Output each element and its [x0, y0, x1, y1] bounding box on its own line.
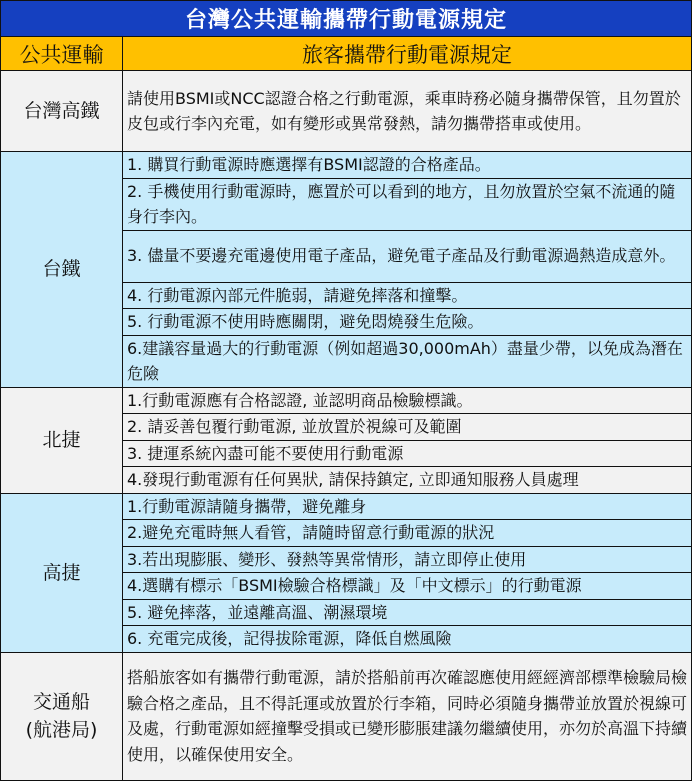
- rule-item: 1.行動電源應有合格認證, 並認明商品檢驗標識。: [123, 387, 692, 414]
- transport-name: 台灣高鐵: [1, 71, 123, 152]
- rule-text: 請使用BSMI或NCC認證合格之行動電源，乘車時務必隨身攜帶保管，且勿置於皮包或行李內充電，如有變形或異常發熱，請勿攜帶搭車或使用。: [123, 71, 692, 152]
- rule-item: 4. 行動電源內部元件脆弱，請避免摔落和撞擊。: [123, 282, 692, 309]
- table-row-ferry: [1, 652, 692, 780]
- transport-name: 北捷: [1, 387, 123, 493]
- transport-name: [1, 652, 123, 780]
- rule-item: 2.避免充電時無人看管，請隨時留意行動電源的狀況: [123, 520, 692, 547]
- column-header-rules: 旅客攜帶行動電源規定: [123, 37, 692, 71]
- rule-item: 3.若出現膨脹、變形、發熱等異常情形，請立即停止使用: [123, 546, 692, 573]
- transport-name: 台鐵: [1, 152, 123, 388]
- rule-item: 2. 請妥善包覆行動電源, 並放置於視線可及範圍: [123, 414, 692, 441]
- table-row-tra-1: [1, 152, 692, 179]
- rule-item: 3. 儘量不要邊充電邊使用電子產品，避免電子產品及行動電源過熱造成意外。: [123, 230, 692, 282]
- transport-name-line1: 交通船: [32, 691, 90, 713]
- header-row: [1, 37, 692, 71]
- rule-item: 5. 行動電源不使用時應關閉，避免悶燒發生危險。: [123, 309, 692, 336]
- table-row-hsr: [1, 71, 692, 152]
- rule-item: 2. 手機使用行動電源時，應置於可以看到的地方，且勿放置於空氣不流通的隨身行李內。: [123, 178, 692, 230]
- page-title: 台灣公共運輸攜帶行動電源規定: [1, 1, 692, 37]
- rule-item: 1. 購買行動電源時應選擇有BSMI認證的合格產品。: [123, 152, 692, 179]
- transport-name-line2: (航港局): [25, 719, 98, 741]
- title-row: [1, 1, 692, 37]
- rule-item: 6.建議容量過大的行動電源（例如超過30,000mAh）盡量少帶，以免成為潛在危險: [123, 335, 692, 387]
- rule-item: 5. 避免摔落，並遠離高溫、潮濕環境: [123, 599, 692, 626]
- rule-item: 1.行動電源請隨身攜帶，避免離身: [123, 493, 692, 520]
- table-row-taipei-metro-1: [1, 387, 692, 414]
- transport-name: 高捷: [1, 493, 123, 652]
- rule-text: 搭船旅客如有攜帶行動電源，請於搭船前再次確認應使用經經濟部標準檢驗局檢驗合格之產品，且不得託運或放置於行李箱，同時必須隨身攜帶並放置於視線可及處，行動電源如經撞擊受損或已變形膨脹建議勿繼續使用，亦勿於高溫下持續使用，以確保使用安全。: [123, 652, 692, 780]
- rule-item: 3. 捷運系統內盡可能不要使用行動電源: [123, 440, 692, 467]
- rule-item: 4.發現行動電源有任何異狀, 請保持鎮定, 立即通知服務人員處理: [123, 467, 692, 494]
- rule-item: 6. 充電完成後，記得拔除電源，降低自燃風險: [123, 626, 692, 653]
- column-header-transport: 公共運輸: [1, 37, 123, 71]
- rule-item: 4.選購有標示「BSMI檢驗合格標識」及「中文標示」的行動電源: [123, 573, 692, 600]
- table-row-kaohsiung-metro-1: [1, 493, 692, 520]
